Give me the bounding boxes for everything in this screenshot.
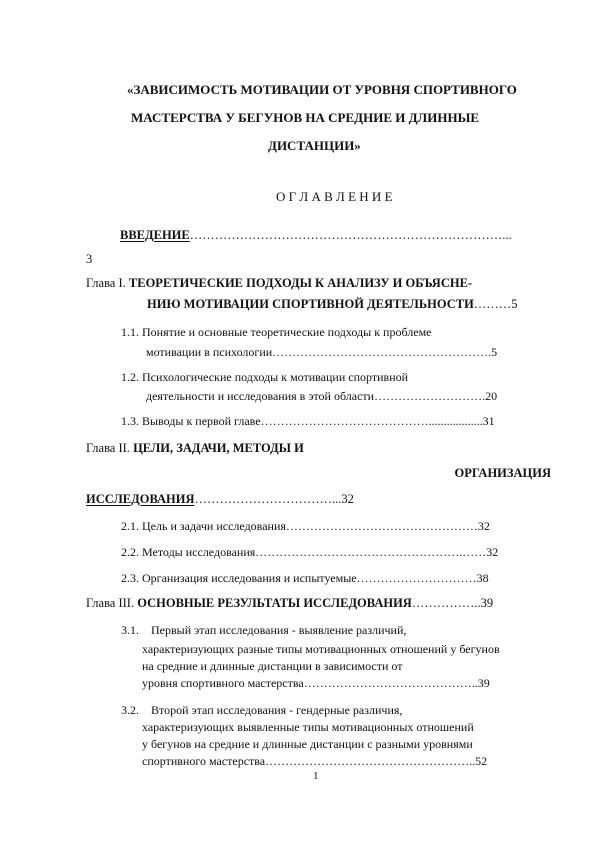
toc-section-3-2-line-2: характеризующих выявленные типы мотивационных отношений [142, 720, 474, 734]
toc-intro-page: 3 [86, 252, 93, 266]
document-title-line-2: МАСТЕРСТВА У БЕГУНОВ НА СРЕДНИЕ И ДЛИННЫЕ [131, 110, 480, 125]
toc-chapter-2-title-part-3: ИССЛЕДОВАНИЯ [86, 492, 195, 506]
toc-section-1-3: 1.3. Выводы к первой главе……………………………………..................31 [121, 414, 495, 428]
toc-chapter-2-prefix: Глава II. [86, 441, 134, 455]
toc-chapter-2-dots: ……………………………...32 [194, 492, 354, 506]
toc-section-3-1-line-2: характеризующих разные типы мотивационных отношений у бегунов [142, 642, 500, 656]
toc-chapter-1-line-2 [147, 297, 518, 312]
toc-chapter-1-title-part-2: НИЮ МОТИВАЦИИ СПОРТИВНОЙ ДЕЯТЕЛЬНОСТИ [147, 297, 474, 311]
toc-chapter-3-title: ОСНОВНЫЕ РЕЗУЛЬТАТЫ ИССЛЕДОВАНИЯ [137, 596, 412, 610]
toc-section-1-1-line-1: 1.1. Понятие и основные теоретические подходы к проблеме [121, 325, 432, 339]
toc-section-2-3: 2.3. Организация исследования и испытуемые…………………………38 [121, 571, 489, 585]
toc-section-2-1: 2.1. Цель и задачи исследования…………………………………………32 [121, 519, 490, 533]
toc-chapter-2-line-3 [86, 492, 354, 507]
toc-chapter-1-dots: ………5 [473, 297, 518, 311]
toc-chapter-3-prefix: Глава III. [86, 596, 138, 610]
toc-chapter-1-prefix: Глава I. [86, 276, 129, 290]
document-title-line-3: ДИСТАНЦИИ» [268, 138, 361, 153]
document-title-line-1: «ЗАВИСИМОСТЬ МОТИВАЦИИ ОТ УРОВНЯ СПОРТИВНОГО [127, 82, 517, 97]
toc-intro-dots: …………………………………………………………………... [189, 228, 512, 242]
toc-intro [120, 228, 512, 243]
toc-chapter-2-line-1 [86, 441, 304, 456]
toc-chapter-2-title-part-1: ЦЕЛИ, ЗАДАЧИ, МЕТОДЫ И [133, 441, 304, 455]
toc-chapter-1-line-1 [86, 276, 472, 291]
toc-intro-label: ВВЕДЕНИЕ [120, 228, 190, 242]
toc-chapter-3 [86, 596, 493, 611]
toc-section-3-1-line-4: уровня спортивного мастерства……………………………………..39 [142, 676, 490, 690]
toc-heading: О Г Л А В Л Е Н И Е [276, 189, 393, 204]
toc-section-1-2-line-2: деятельности и исследования в этой области……………………….20 [146, 389, 498, 403]
toc-section-3-1-line-1: 3.1. Первый этап исследования - выявление различий, [121, 623, 407, 637]
toc-chapter-3-dots: ……………..39 [411, 596, 494, 610]
toc-section-3-2-line-4: спортивного мастерства……………………………………………..52 [142, 754, 488, 768]
toc-section-3-2-line-3: у бегунов на средние и длинные дистанции с разными уровнями [142, 737, 473, 751]
toc-chapter-1-title-part-1: ТЕОРЕТИЧЕСКИЕ ПОДХОДЫ К АНАЛИЗУ И ОБЪЯСНЕ- [128, 276, 473, 290]
toc-section-2-2: 2.2. Методы исследования…………………………………………….……32 [121, 545, 499, 559]
toc-section-1-1-line-2: мотивации в психологии……………………………………………….5 [146, 345, 498, 359]
toc-chapter-2-title-part-2: ОРГАНИЗАЦИЯ [454, 466, 551, 480]
toc-section-3-2-line-1: 3.2. Второй этап исследования - гендерные различия, [121, 703, 403, 717]
toc-section-3-1-line-3: на средние и длинные дистанции в зависимости от [142, 659, 403, 673]
toc-section-1-2-line-1: 1.2. Психологические подходы к мотивации спортивной [121, 370, 409, 384]
page-number: 1 [313, 770, 319, 782]
